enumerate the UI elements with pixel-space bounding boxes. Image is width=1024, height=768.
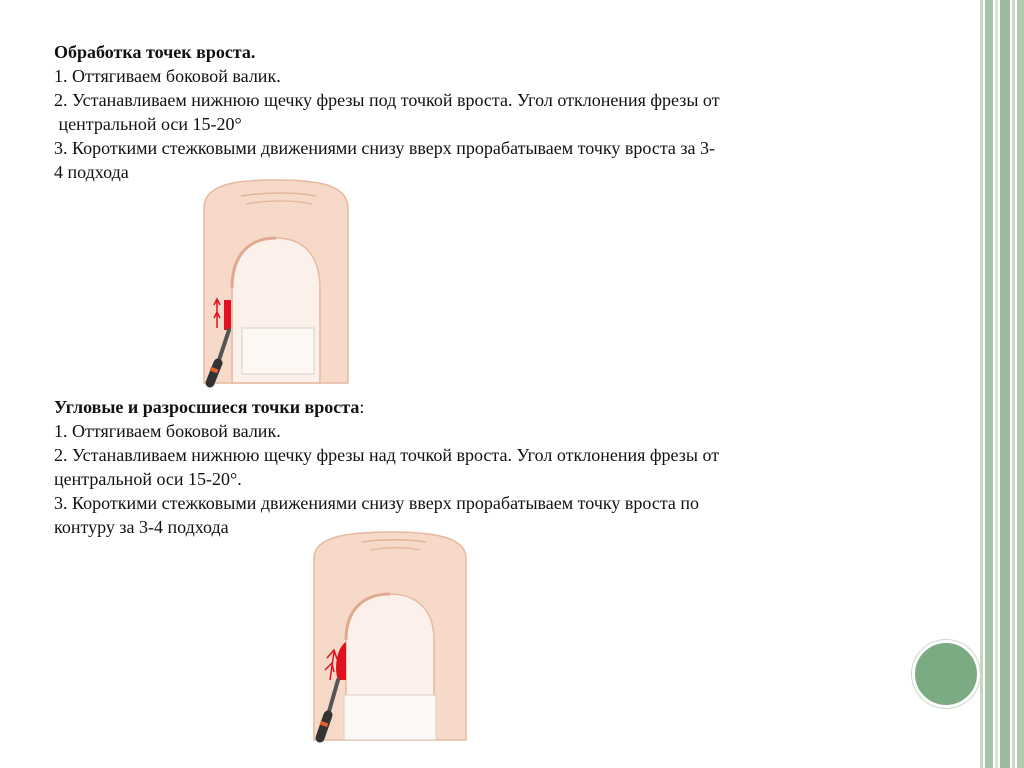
nail-illustration-1 bbox=[196, 178, 356, 388]
corner-ingrown-section bbox=[54, 395, 914, 539]
step-line: 3. Короткими стежковыми движениями снизу вверх прорабатываем точку вроста по bbox=[54, 493, 700, 513]
nail-illustration-2 bbox=[310, 530, 470, 745]
stripe bbox=[1000, 0, 1010, 768]
finger-nail-drawing bbox=[310, 530, 470, 745]
stripe bbox=[980, 0, 983, 768]
decorative-stripes bbox=[980, 0, 1024, 768]
step-line: контуру за 3-4 подхода bbox=[54, 517, 229, 537]
step-line: центральной оси 15-20°. bbox=[54, 469, 242, 489]
stripe bbox=[985, 0, 993, 768]
nail-free-edge bbox=[344, 695, 436, 740]
step-line: центральной оси 15-20° bbox=[54, 114, 242, 134]
step-line: 1. Оттягиваем боковой валик. bbox=[54, 421, 281, 441]
section-title: Угловые и разросшиеся точки вроста: bbox=[54, 397, 365, 417]
finger-nail-drawing bbox=[196, 178, 356, 388]
step-line: 2. Устанавливаем нижнюю щечку фрезы над точкой вроста. Угол отклонения фрезы от bbox=[54, 445, 720, 465]
step-line: 1. Оттягиваем боковой валик. bbox=[54, 66, 281, 86]
ingrown-point-mark bbox=[224, 300, 231, 330]
step-line: 4 подхода bbox=[54, 162, 129, 182]
section-title: Обработка точек вроста. bbox=[54, 42, 256, 62]
ingrown-points-section bbox=[54, 40, 914, 184]
nail-free-edge bbox=[242, 328, 314, 374]
stripe bbox=[995, 0, 998, 768]
decorative-circle bbox=[912, 640, 980, 708]
stripe bbox=[1017, 0, 1024, 768]
stripe bbox=[1012, 0, 1015, 768]
step-line: 3. Короткими стежковыми движениями снизу вверх прорабатываем точку вроста за 3- bbox=[54, 138, 715, 158]
step-line: 2. Устанавливаем нижнюю щечку фрезы под точкой вроста. Угол отклонения фрезы от bbox=[54, 90, 720, 110]
